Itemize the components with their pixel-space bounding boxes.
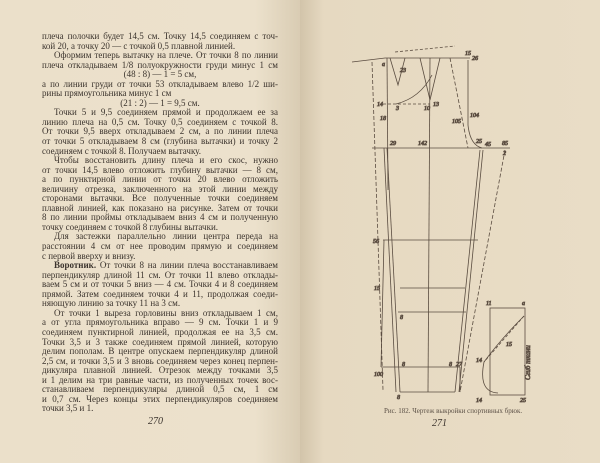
section-heading: Воротник. [54, 260, 97, 271]
label: 8 [402, 362, 405, 368]
line-text: От точки 1 выреза горловины вниз откладываем 1 см, [54, 307, 278, 318]
line-text: няющую линию за точку 11 на 3 см. [42, 298, 181, 309]
label: 27 [456, 362, 462, 368]
line-text: ваем 5 см и от точки 5 вниз — 4 см. Точки 4 и 8 соединяем [42, 279, 278, 290]
line-text: дикуляра плавной линией. Отрезок между точками 3,5 [42, 365, 278, 376]
line-text: точки 3,5 и 1. [42, 403, 94, 414]
waist-line [352, 58, 470, 62]
pocket-curve [396, 75, 432, 104]
leg-right-outline [455, 150, 480, 392]
label: 3 [396, 106, 399, 112]
line-text: от точки 5 откладываем 8 см (глубина вытачки) и точку 2 [42, 136, 278, 147]
label: 100 [374, 372, 383, 378]
line-text: плеча откладываем 1/8 полуокружности груди минус 1 см [42, 59, 278, 70]
label: 18 [380, 116, 386, 122]
line-text: Точки 3,5 и 3 также соединяем прямой линией, которую [42, 336, 278, 347]
label: 45 [485, 142, 491, 148]
line-text: прямой. Затем соединяем точки 4 и 11, продолжая соеди- [42, 288, 278, 299]
line-text: От точки 8 на линии плеча восстанавливаем [99, 260, 279, 271]
line-text: плеча полочки будет 14,5 см. Точку 14,5 соединяем с точ- [42, 31, 278, 41]
line-text: соединяем с точкой 8. Получаем вытачку. [42, 145, 202, 156]
line-text: От точки 9,5 вверх откладываем 2 см, а по линии плеча [42, 126, 278, 137]
line-text: от точки 14,5 влево отложить глубину вытачки — 8 см, [42, 164, 278, 175]
front-crotch-curve [468, 60, 482, 148]
label: 13 [433, 102, 439, 108]
back-seat-line [450, 58, 468, 148]
line-text: (21 : 2) — 1 = 9,5 см. [120, 97, 200, 108]
line-text: а по пунктирной линии от точки 20 влево отложить [42, 174, 278, 185]
leg-right-outline-2 [459, 150, 483, 392]
leg-left-outline [387, 148, 400, 392]
label: 25 [476, 139, 482, 145]
line-text: сторонами вытачки. Все полученные точки соединяем [42, 193, 278, 204]
line-text: с первой вверху и внизу. [42, 250, 136, 261]
line-text: делим пополам. В центре опускаем перпендикуляр длиной [42, 346, 278, 357]
page-number-right: 271 [432, 418, 447, 429]
label: 26 [472, 56, 478, 62]
label: 8 [400, 315, 403, 321]
back-waist-line [395, 46, 455, 52]
label: 105 [452, 119, 461, 125]
label: a [522, 301, 525, 307]
label: 25 [520, 398, 526, 404]
label: 14 [476, 398, 482, 404]
line-text: Для застежки параллельно линии центра переда на [54, 231, 278, 242]
label: 15 [506, 342, 512, 348]
line-text: Чтобы восстановить длину плеча и его скос, нужно [54, 155, 278, 166]
label: 8 [449, 362, 452, 368]
inset-curve [483, 316, 524, 393]
line-text: (48 : 8) — 1 = 5 см, [123, 69, 197, 80]
figure-caption: Рис. 182. Чертеж выкройки спортивных брюк. [384, 407, 523, 415]
line-text: Точки 5 и 9,5 соединяем прямой и продолжаем ее за [54, 107, 278, 118]
label: 15 [374, 286, 380, 292]
line-text: кой 20, а точку 20 — с точкой 0,5 плавной линией. [42, 40, 236, 51]
label: 10 [424, 106, 430, 112]
label: 56 [373, 239, 379, 245]
page-number-left: 270 [148, 416, 163, 427]
line-text: 8 по линии проймы откладываем вниз 4 см и полученную [42, 212, 278, 223]
line-text: соединяем пунктирной линией, продолжая ее на 3,5 см. [42, 326, 278, 337]
back-dashed-right [460, 150, 505, 392]
line-text: Оформим теперь вытачку на плече. От точки 8 по линии [54, 50, 278, 61]
line-text: величину отрезка, заключенного на этой линии между [42, 183, 278, 194]
label: 8 [397, 395, 400, 401]
line-text: 2,5 см, и точки 3,5 и 3 вновь соединяем через конец перпен- [42, 355, 278, 366]
label: 14 [476, 358, 482, 364]
label: 104 [470, 113, 479, 119]
label: 15 [465, 51, 471, 57]
label: 2 [503, 151, 506, 157]
inset-label: Сгиб ткани [524, 345, 532, 380]
label: 85 [502, 141, 508, 147]
line-text: а по линии груди от точки 53 откладываем влево 1/2 ши- [42, 78, 278, 89]
line-text: расстоянии 4 см от нее проводим прямую и соединяем [42, 241, 278, 252]
line-text: точку соединяем с точкой 8 глубины вытачки. [42, 221, 219, 232]
line-text: и 0,7 см. Через концы этих перпендикуляров соединяем [42, 393, 278, 404]
line-text: станавливаем перпендикуляры длиной 0,5 см, 1 см [42, 384, 278, 395]
label: 29 [390, 141, 396, 147]
line-text: а от угла прямоугольника вправо — 9 см. Точки 1 и 9 [42, 317, 278, 328]
line-text: рины прямоугольника минус 1 см [42, 88, 172, 99]
label: 14 [377, 102, 383, 108]
side-rect [381, 240, 384, 367]
leg-left-outline-2 [384, 148, 396, 392]
label: 142 [418, 141, 427, 147]
line-text: перпендикуляр длиной 11 см. От точки 11 влево отклады- [42, 269, 278, 280]
line-text: линию плеча на 0,5 см. Точку 0,5 соединяем с точкой 8. [42, 116, 278, 127]
label: 23 [400, 68, 406, 74]
label: 11 [486, 301, 492, 307]
line-text: и 1 делим на три равные части, из полученных точек вос- [42, 374, 278, 385]
line-text: плавной линией, как показано на рисунке. Затем от точки [42, 202, 278, 213]
label: a [382, 62, 385, 68]
